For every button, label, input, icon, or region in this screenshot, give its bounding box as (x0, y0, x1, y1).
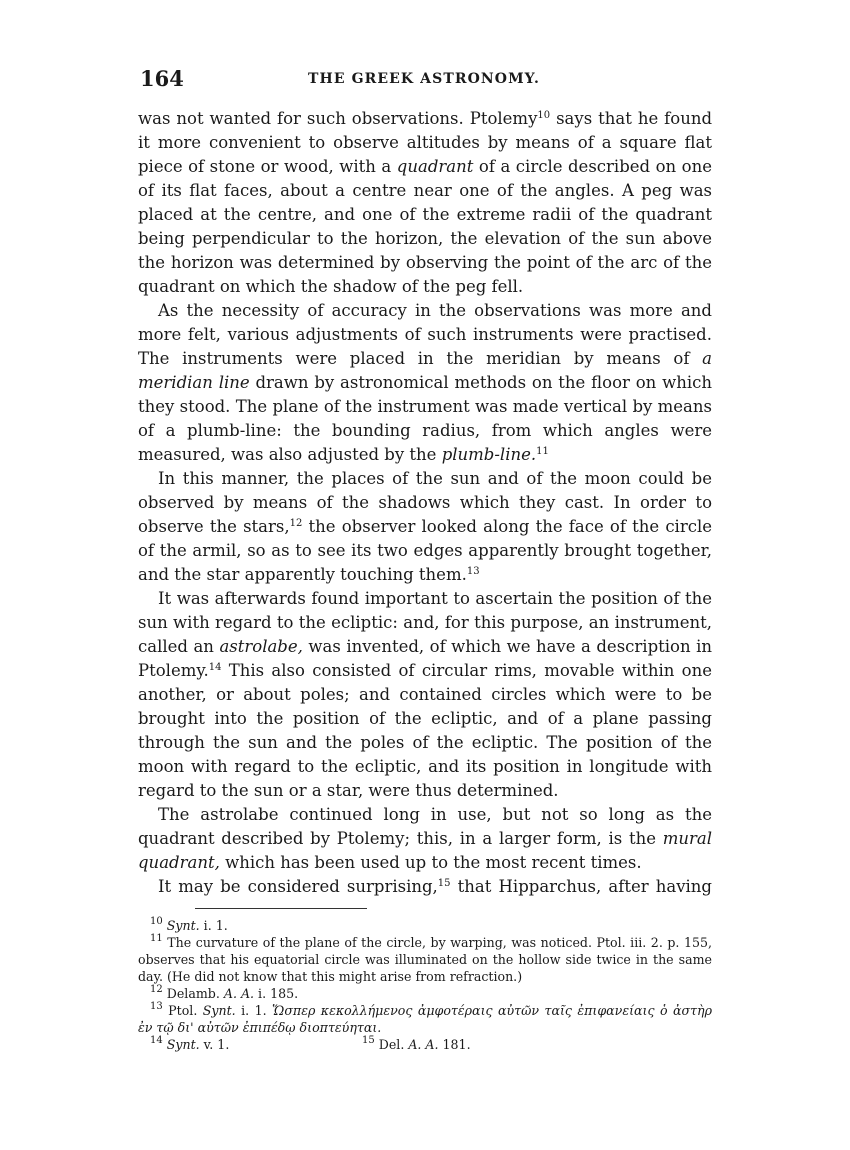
text-run: 181. (438, 1037, 471, 1052)
footnote-ref-14: 14 (208, 662, 222, 673)
emphasis: A. A. (223, 986, 255, 1001)
text-run: which has been used up to the most recent times. (219, 853, 642, 872)
footnote-15 (362, 1036, 471, 1053)
text-run: The astrolabe continued long in use, but not so long as the quadrant described by Ptolemy; this, in a larger form, is the (138, 805, 712, 848)
footnote-number: 12 (150, 984, 163, 995)
page-number: 164 (140, 66, 184, 91)
footnote-ref-15: 15 (437, 878, 451, 889)
running-head: THE GREEK ASTRONOMY. (308, 71, 540, 87)
text-run: v. 1. (199, 1037, 230, 1052)
paragraph-4 (138, 587, 712, 803)
text-run: In this manner, the places of the sun and of the moon could be observed by means of the shadows which they cast. In order to observe the stars, (138, 469, 712, 536)
emphasis: Synt. (166, 918, 200, 933)
footnote-10 (138, 917, 712, 934)
footnote-14 (150, 1037, 229, 1052)
text-run: Ptol. (162, 1003, 203, 1018)
paragraph-2 (138, 299, 712, 467)
text-run: of a circle described on one of its flat faces, about a centre near one of the angles. A peg was placed at the centre, and one of the extreme radii of the quadrant being perpendicular to the horizon, the elevation of the sun above the horizon was determined by observing the point of the arc of the quadrant on which the shadow of the peg fell. (138, 157, 713, 296)
body-text (138, 107, 712, 899)
footnote-number: 11 (150, 933, 163, 944)
footnote-ref-13: 13 (466, 566, 480, 577)
greek-quotation: Ὥσπερ κεκολλήμενος ἀμφοτέραις αὐτῶν ταῖς ἐπιφανείαις ὁ ἀστὴρ ἐν τῷ δι' αὐτῶν ἐπιπέδῳ διοπτεύηται. (138, 1003, 712, 1035)
footnote-ref-12: 12 (289, 518, 303, 529)
footnote-number: 10 (150, 916, 163, 927)
text-run: As the necessity of accuracy in the observations was more and more felt, various adjustments of such instruments were practised. The instruments were placed in the meridian by means of (138, 301, 712, 368)
emphasis: mural quadrant, (138, 829, 712, 872)
footnote-ref-10: 10 (537, 110, 551, 121)
emphasis: quadrant (396, 157, 474, 176)
text-run: The curvature of the plane of the circle, by warping, was noticed. Ptol. iii. 2. p. 155, observes that his equatorial circle was illuminated on the hollow side twice in the same day. (He did not know that this might arise from refraction.) (138, 935, 712, 984)
page-header (138, 66, 712, 94)
footnote-11 (138, 934, 712, 985)
footnote-row-14-15 (138, 1036, 712, 1053)
footnote-12 (138, 985, 712, 1002)
paragraph-3 (138, 467, 712, 587)
footnote-number: 13 (150, 1001, 163, 1012)
emphasis: Synt. (166, 1037, 200, 1052)
text-run: i. 185. (254, 986, 299, 1001)
text-run: Delamb. (162, 986, 224, 1001)
text-run: was not wanted for such observations. Ptolemy (138, 109, 538, 128)
emphasis: a meridian line (138, 349, 712, 392)
text-run: This also consisted of circular rims, movable within one another, or about poles; and contained circles which were to be brought into the position of the ecliptic, and of a plane passing through the sun and the poles of the ecliptic. The position of the moon with regard to the ecliptic, and its position in longitude with regard to the sun or a star, were thus determined. (138, 661, 712, 800)
emphasis: A. A. (408, 1037, 439, 1052)
text-run: says that he found it more convenient to observe altitudes by means of a square flat piece of stone or wood, with a (138, 109, 713, 176)
footnote-number: 14 (150, 1035, 163, 1046)
text-run: It was afterwards found important to ascertain the position of the sun with regard to the ecliptic: and, for this purpose, an instrument, called an (138, 589, 712, 656)
text-run: It may be considered surprising, (158, 877, 438, 896)
text-run: i. 1. (235, 1003, 273, 1018)
text-run: the observer looked along the face of the circle of the armil, so as to see its two edges apparently brought together, and the star apparently touching them. (138, 517, 713, 584)
book-page (138, 66, 712, 1053)
text-run: was invented, of which we have a description in Ptolemy. (138, 637, 713, 680)
emphasis: plumb-line. (441, 445, 537, 464)
footnotes (138, 917, 712, 1053)
footnote-13 (138, 1002, 712, 1036)
text-run: i. 1. (199, 918, 228, 933)
footnote-ref-11: 11 (536, 446, 549, 457)
paragraph-6 (138, 875, 712, 899)
paragraph-1 (138, 107, 712, 299)
footnote-divider (195, 908, 367, 909)
footnote-number: 15 (362, 1035, 375, 1046)
emphasis: astrolabe, (219, 637, 303, 656)
text-run: drawn by astronomical methods on the floor on which they stood. The plane of the instrument was made vertical by means of a plumb-line: the bounding radius, from which angles were measured, was also adjusted by the (138, 373, 712, 464)
text-run: Del. (374, 1037, 409, 1052)
emphasis: Synt. (202, 1003, 236, 1018)
paragraph-5 (138, 803, 712, 875)
text-run: that Hipparchus, after having (450, 877, 712, 896)
